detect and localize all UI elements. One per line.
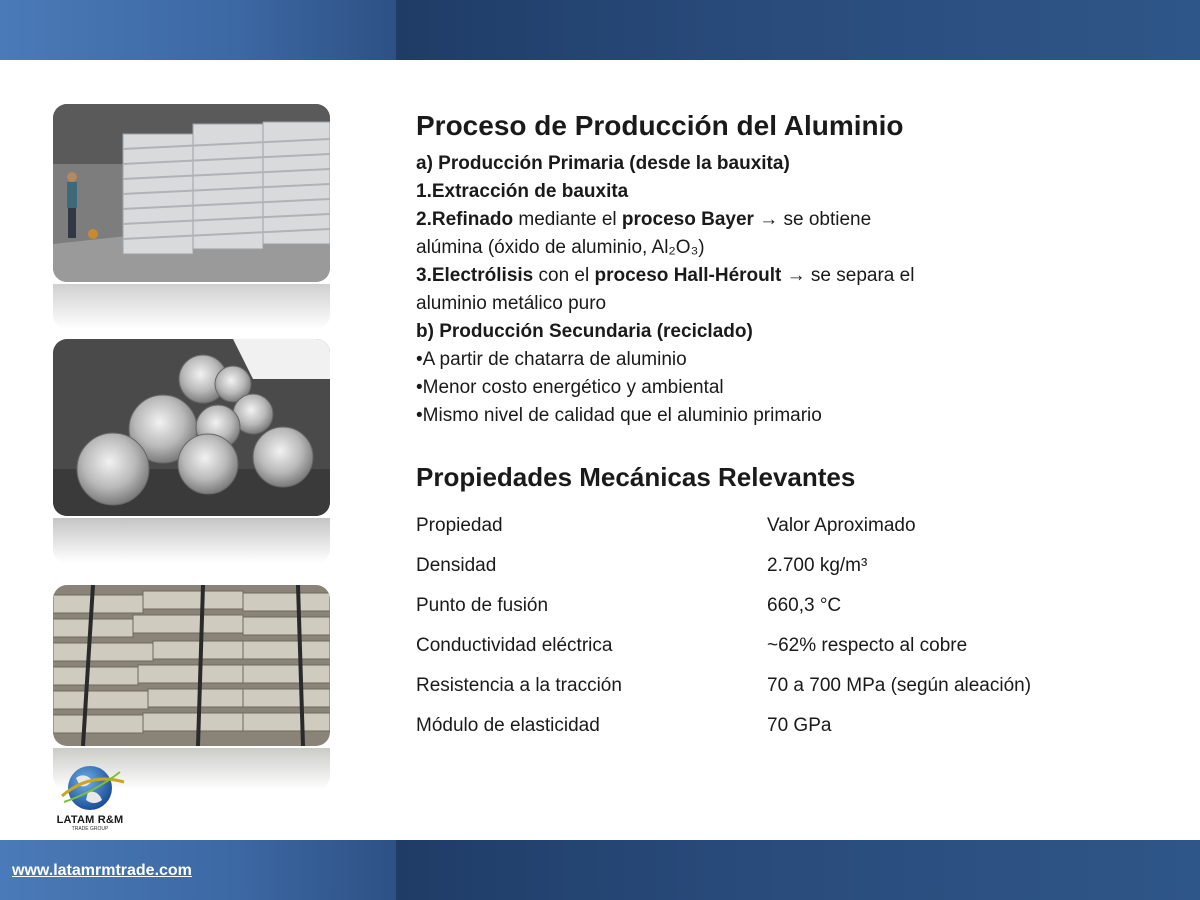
top-banner — [0, 0, 1200, 60]
bullet-item: •Menor costo energético y ambiental — [416, 377, 724, 398]
table-row — [416, 586, 1116, 626]
website-link[interactable]: www.latamrmtrade.com — [12, 862, 192, 879]
table-cell: 2.700 kg/m³ — [767, 555, 868, 576]
step-3-text-b: → se separa el — [781, 265, 915, 286]
primary-production-heading: a) Producción Primaria (desde la bauxita) — [416, 153, 790, 174]
step-2-label: 2.Refinado — [416, 209, 514, 230]
ingot-stack-reflection — [53, 284, 330, 329]
table-cell: 660,3 °C — [767, 595, 842, 616]
logo-subtitle: TRADE GROUP — [71, 826, 109, 832]
bottom-banner-right — [396, 840, 1200, 900]
table-row — [416, 666, 1116, 706]
table-cell: 70 a 700 MPa (según aleación) — [767, 675, 1032, 696]
table-cell: Densidad — [416, 555, 497, 576]
table-cell: Resistencia a la tracción — [416, 675, 622, 696]
step-1: 1.Extracción de bauxita — [416, 181, 629, 202]
table-cell: Valor Aproximado — [767, 515, 916, 536]
table-cell: ~62% respecto al cobre — [767, 635, 968, 656]
bayer-process-term: proceso Bayer — [621, 209, 754, 230]
table-row — [416, 626, 1116, 666]
hall-heroult-term: proceso Hall-Héroult — [594, 265, 782, 286]
step-3 — [416, 262, 1156, 290]
table-row — [416, 706, 1116, 746]
properties-table — [416, 506, 1116, 746]
table-cell: Conductividad eléctrica — [416, 635, 613, 656]
strapped-ingots-photo — [53, 585, 330, 746]
production-process-section — [416, 108, 1156, 430]
production-process-title: Proceso de Producción del Aluminio — [416, 110, 904, 141]
top-banner-right — [396, 0, 1200, 60]
table-header-row — [416, 506, 1116, 546]
round-bars-reflection — [53, 518, 330, 563]
mechanical-properties-title: Propiedades Mecánicas Relevantes — [416, 462, 856, 492]
bullet-item: •Mismo nivel de calidad que el aluminio primario — [416, 405, 822, 426]
step-2-continued: alúmina (óxido de aluminio, Al₂O₃) — [416, 237, 705, 258]
table-cell: Punto de fusión — [416, 595, 549, 616]
table-cell: Propiedad — [416, 515, 503, 536]
secondary-production-heading: b) Producción Secundaria (reciclado) — [416, 321, 753, 342]
ingot-stack-photo — [53, 104, 330, 282]
logo-name: LATAM R&M — [56, 814, 124, 826]
top-banner-left — [0, 0, 396, 60]
step-2-text-b: → se obtiene — [753, 209, 872, 230]
table-row — [416, 546, 1116, 586]
step-3-text-a: con el — [533, 265, 595, 286]
round-bars-photo — [53, 339, 330, 516]
step-3-continued: aluminio metálico puro — [416, 293, 607, 314]
table-cell: 70 GPa — [767, 715, 832, 736]
table-cell: Módulo de elasticidad — [416, 715, 600, 736]
bullet-item: •A partir de chatarra de aluminio — [416, 349, 687, 370]
step-3-label: 3.Electrólisis — [416, 265, 534, 286]
step-2-text-a: mediante el — [513, 209, 622, 230]
step-2 — [416, 206, 1156, 234]
